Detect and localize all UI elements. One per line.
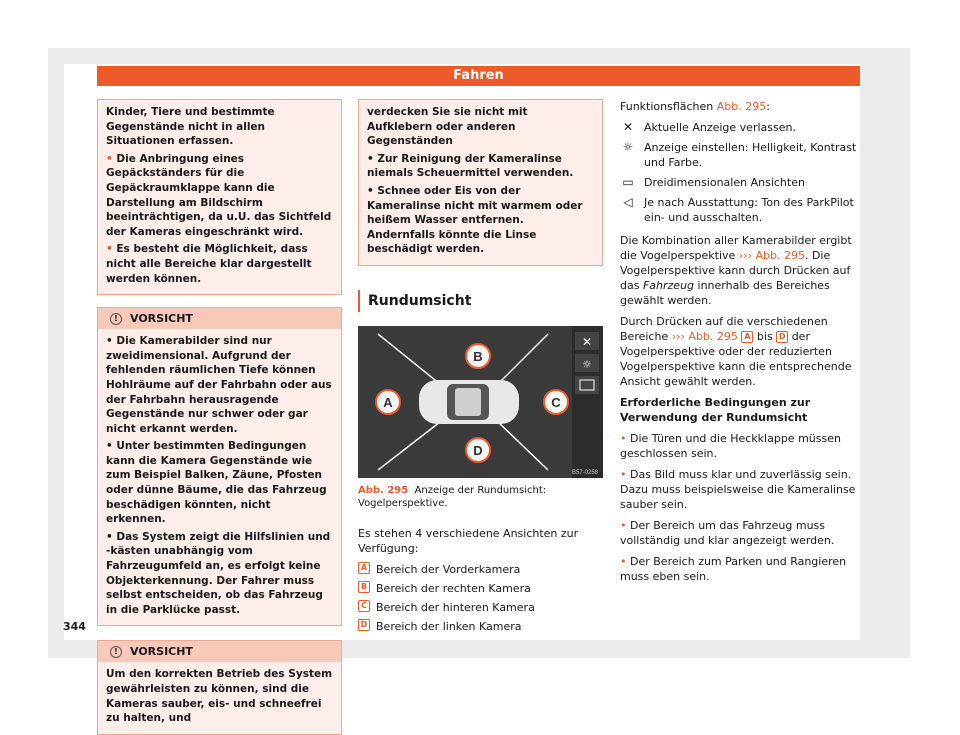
- chapter-header: Fahren: [97, 66, 860, 86]
- list-item: D Bereich der linken Kamera: [358, 619, 603, 634]
- caution-text: Um den korrekten Betrieb des System gewährleisten zu können, sind die Kameras sauber, eis- und schneefrei zu halten, und: [106, 668, 333, 725]
- close-icon: ✕: [622, 120, 634, 134]
- area-label-b: B: [473, 348, 483, 364]
- subheading: Erforderliche Bedingungen zur Verwendung der Rundumsicht: [620, 396, 811, 424]
- caution-item: • Schnee oder Eis von der Kameralinse nicht mit warmem oder heißem Wasser entfernen. Andernfalls könnte die Linse beschädigt werden.: [367, 184, 583, 256]
- paragraph: Durch Drücken auf die verschiedenen Bereiche ››› Abb. 295 A bis D der Vogelperspektive oder der reduzierten Vogelperspektive kann die entsprechende Ansicht gewählt werden.: [620, 315, 852, 388]
- views-intro: Es stehen 4 verschiedene Ansichten zur Verfügung:: [358, 526, 579, 555]
- area-label-a: A: [383, 394, 393, 410]
- 3d-view-icon: ▭: [622, 175, 634, 189]
- caution-header: [98, 641, 341, 662]
- list-item: C Bereich der hinteren Kamera: [358, 600, 603, 615]
- warning-box-continued: [97, 99, 342, 295]
- caution-intro: verdecken Sie sie nicht mit Aufklebern oder anderen Gegenständen: [367, 106, 528, 148]
- right-column: [620, 99, 860, 590]
- warning-intro: Kinder, Tiere und bestimmte Gegenstände nicht in allen Situationen erfassen.: [106, 106, 275, 148]
- list-item: B Bereich der rechten Kamera: [358, 581, 603, 596]
- birdseye-figure: [358, 326, 603, 478]
- list-item: ☼ Anzeige einstellen: Helligkeit, Kontrast und Farbe.: [620, 140, 860, 170]
- page-number: 344: [63, 620, 86, 633]
- caution-item: • Unter bestimmten Bedingungen kann die Kamera Gegenstände wie zum Beispiel Balken, Zäune, Pfosten oder dünne Bäume, die das Fahrzeug beschädigen könnten, nicht erkennen.: [106, 440, 327, 526]
- caution-item: • Die Kamerabilder sind nur zweidimensional. Aufgrund der fehlenden räumlichen Tiefe können Hohlräume auf der Fahrbahn oder aus der Fahrbahn herausragende Gegenstände nur schwer oder gar nicht erkannt werden.: [106, 335, 332, 435]
- caution-title: VORSICHT: [130, 645, 193, 659]
- condition-item: • Der Bereich um das Fahrzeug muss vollständig und klar angezeigt werden.: [620, 519, 835, 547]
- middle-column: [358, 99, 603, 638]
- left-column: [97, 99, 342, 735]
- caution-title: VORSICHT: [130, 312, 193, 326]
- list-item: ▭ Dreidimensionalen Ansichten: [620, 175, 860, 190]
- figure-caption: Abb. 295 Anzeige der Rundumsicht: Vogelperspektive.: [358, 484, 547, 509]
- area-label-d: D: [473, 442, 483, 458]
- warning-item: • Es besteht die Möglichkeit, dass nicht alle Bereiche klar dargestellt werden können.: [106, 243, 312, 285]
- list-item: ◁ Je nach Ausstattung: Ton des ParkPilot ein- und ausschalten.: [620, 195, 860, 225]
- caution-box-continued: [358, 99, 603, 266]
- list-item: A Bereich der Vorderkamera: [358, 562, 603, 577]
- warning-item: • Die Anbringung eines Gepäckständers für die Gepäckraumklappe kann die Darstellung am Bildschirm beeinträchtigen, da u.U. das Sichtfeld der Kameras eingeschränkt wird.: [106, 152, 332, 238]
- paragraph: Die Kombination aller Kamerabilder ergibt die Vogelperspektive ››› Abb. 295. Die Vogelperspektive kann durch Drücken auf das Fahrzeug innerhalb des Bereiches gewählt werden.: [620, 234, 852, 307]
- functions-list: [620, 120, 860, 225]
- caution-icon: !: [110, 313, 122, 325]
- birdseye-view: [358, 326, 603, 478]
- condition-item: • Der Bereich zum Parken und Rangieren muss eben sein.: [620, 555, 847, 583]
- section-title: Rundumsicht: [358, 290, 603, 312]
- brightness-icon: ☼: [582, 357, 592, 371]
- condition-item: • Das Bild muss klar und zuverlässig sein. Dazu muss beispielsweise die Kameralinse sauber sein.: [620, 468, 856, 511]
- sound-icon: ◁: [623, 195, 633, 209]
- functions-heading: Funktionsflächen Abb. 295:: [620, 100, 770, 113]
- caution-header: [98, 308, 341, 329]
- brightness-icon: ☼: [622, 140, 634, 154]
- caution-box: [97, 307, 342, 626]
- caution-item: • Das System zeigt die Hilfslinien und -kästen unabhängig vom Fahrzeugumfeld an, es erfolgt keine Objekterkennung. Der Fahrer muss selbst entscheiden, ob das Fahrzeug in die Parklücke passt.: [106, 530, 331, 616]
- caution-icon: !: [110, 646, 122, 658]
- views-list: [358, 562, 603, 634]
- figure-code: B57-0258: [571, 469, 598, 476]
- caution-box: [97, 640, 342, 734]
- condition-item: • Die Türen und die Heckklappe müssen geschlossen sein.: [620, 432, 841, 460]
- list-item: ✕ Aktuelle Anzeige verlassen.: [620, 120, 860, 135]
- caution-item: • Zur Reinigung der Kameralinse niemals Scheuermittel verwenden.: [367, 152, 574, 180]
- area-label-c: C: [551, 394, 561, 410]
- close-icon: ✕: [581, 334, 593, 349]
